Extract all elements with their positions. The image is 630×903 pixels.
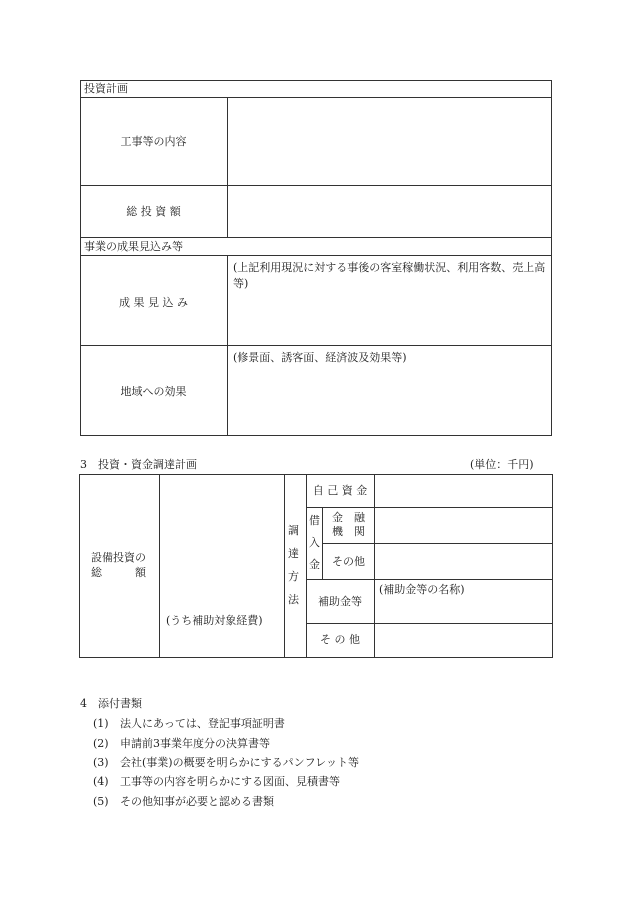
subsidy-label: 補助金等 (318, 595, 362, 608)
list-item-num: (5) (93, 795, 109, 808)
row-divider (80, 255, 552, 256)
column-divider (284, 474, 285, 658)
regional-effect-note: (修景面、誘客面、経済波及効果等) (233, 351, 407, 364)
funding-method-char-1: 調 (288, 524, 299, 537)
list-item-num: (1) (93, 717, 109, 730)
subsidy-target-label: (うち補助対象経費) (166, 614, 263, 627)
borrowing-char-2: 入 (309, 536, 320, 549)
list-item-text: 工事等の内容を明らかにする図面、見積書等 (120, 775, 340, 788)
borrowing-other-label: その他 (332, 555, 365, 568)
list-item-text: 法人にあっては、登記事項証明書 (120, 717, 285, 730)
borrowing-char-3: 金 (309, 558, 320, 571)
financial-institution-label-line1: 金 融 (332, 511, 365, 524)
row-divider (80, 345, 552, 346)
own-funds-field[interactable] (375, 475, 552, 507)
list-item-num: (2) (93, 737, 109, 750)
section4-title: 4 添付書類 (80, 697, 142, 710)
table-border-right (551, 80, 552, 436)
borrowing-char-1: 借 (309, 514, 320, 527)
list-item-text: その他知事が必要と認める書類 (120, 795, 274, 808)
row-divider (80, 237, 552, 238)
total-investment-field[interactable] (228, 186, 551, 237)
subsidy-field[interactable] (375, 600, 552, 623)
outcome-header: 事業の成果見込み等 (84, 240, 183, 253)
other-funds-label: そ の 他 (320, 633, 360, 646)
table-border-right (552, 474, 553, 658)
financial-institution-field[interactable] (375, 508, 552, 543)
list-item-text: 申請前3事業年度分の決算書等 (120, 737, 270, 750)
funding-method-char-2: 達 (288, 547, 299, 560)
column-divider (227, 255, 228, 436)
expected-results-note: (上記利用現況に対する事後の客室稼働状況、利用客数、売上高等) (233, 261, 546, 290)
regional-effect-label: 地域への効果 (120, 385, 187, 398)
work-content-field[interactable] (228, 98, 551, 185)
table-border-bottom (80, 435, 552, 436)
list-item-num: (4) (93, 775, 109, 788)
total-equipment-field[interactable] (160, 475, 284, 605)
list-item-num: (3) (93, 756, 109, 769)
table-border-top (80, 80, 552, 81)
expected-results-label: 成 果 見 込 み (119, 296, 188, 309)
funding-method-char-4: 法 (288, 593, 299, 606)
table-border-bottom (79, 657, 553, 658)
funding-method-char-3: 方 (288, 570, 299, 583)
section3-title: 3 投資・資金調達計画 (80, 458, 197, 471)
total-equipment-label-line2: 総 額 (91, 566, 146, 579)
total-equipment-label-line1: 設備投資の (91, 551, 146, 564)
list-item-text: 会社(事業)の概要を明らかにするパンフレット等 (120, 756, 360, 769)
financial-institution-label-line2: 機 関 (332, 525, 365, 538)
other-funds-field[interactable] (375, 624, 552, 657)
total-investment-label: 総 投 資 額 (126, 205, 181, 218)
table-border-left (79, 474, 80, 658)
subsidy-name-note: (補助金等の名称) (379, 583, 465, 596)
table-border-left (80, 80, 81, 436)
unit-label: (単位：千円) (470, 458, 534, 471)
work-content-label: 工事等の内容 (120, 135, 187, 148)
own-funds-label: 自 己 資 金 (312, 484, 368, 497)
row-divider (306, 579, 553, 580)
column-divider (306, 474, 307, 658)
borrowing-other-field[interactable] (375, 544, 552, 579)
investment-plan-header: 投資計画 (84, 82, 128, 95)
